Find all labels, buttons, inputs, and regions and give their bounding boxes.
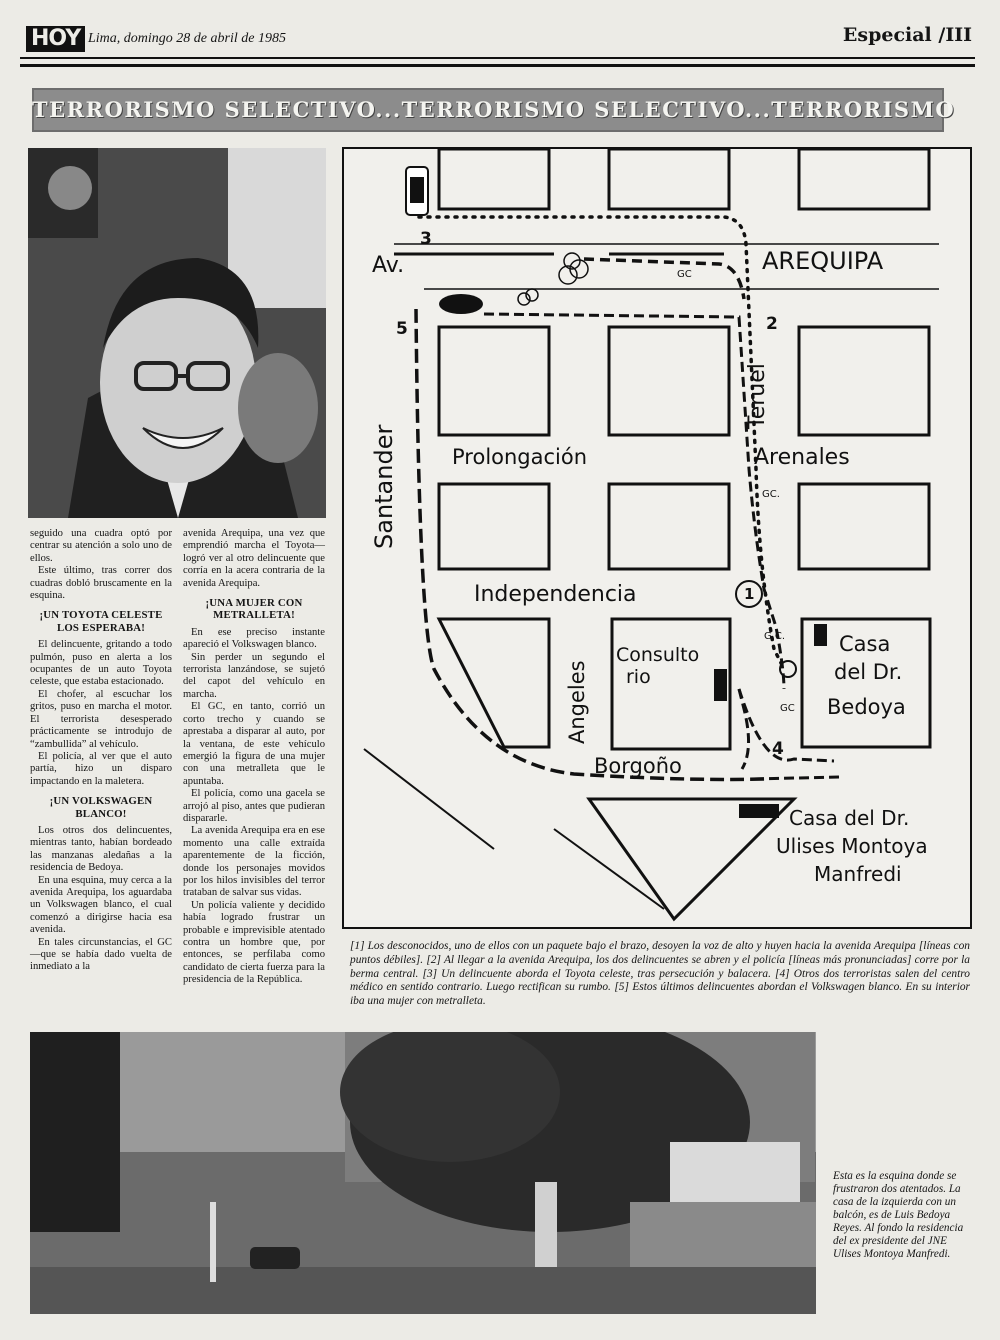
label-gc-arequipa: GC [677, 269, 692, 280]
article-paragraph: La avenida Arequipa era en ese momento una calle extraída aparentemente de la ficción, donde los personajes movidos por los hilos invisibles del terror trataban de salvar sus vidas. [183, 825, 325, 899]
smoke-cloud [518, 253, 588, 305]
consultorio-marker [714, 669, 727, 701]
article-paragraph: El policía, como una gacela se arrojó al piso, antes que pudieran dispararle. [183, 788, 325, 824]
subheading: ¡UNA MUJER CON METRALLETA! [205, 597, 303, 622]
map-caption: [1] Los desconocidos, uno de ellos con un paquete bajo el brazo, desoyen la voz de alto y huyen hacia la avenida Arequipa [líneas con puntos débiles]. [2] Al llegar a la avenida Arequipa, los dos delincuentes se abren y el policía [líneas más pronunciadas] corre por la berma central. [3] Un delincuente aborda el Toyota celeste, tras persecución y balacera. [4] Otros dos terroristas salen del centro médico en sentido contrario. Luego rectifican su rumbo. [5] Estos últimos delincuentes abordan el Volkswagen blanco. En su interior iba una mujer con metralleta. [350, 940, 970, 1008]
label-casa-bedoya-3: Bedoya [827, 695, 906, 719]
montoya-house-marker [739, 804, 779, 818]
article-paragraph: En tales circunstancias, el GC —que se había dado vuelta de inmediato a la [30, 936, 172, 973]
label-prolongacion: Prolongación [452, 445, 588, 469]
route-step-4: 4 [772, 739, 784, 759]
toyota-car [406, 167, 428, 215]
dateline: Lima, domingo 28 de abril de 1985 [88, 31, 286, 46]
map-drawing [344, 149, 970, 927]
label-santander: Santander [370, 424, 398, 549]
article-column-2 [183, 528, 325, 987]
newspaper-logo: HOY [26, 26, 85, 52]
section-label: Especial /III [842, 24, 972, 46]
article-paragraph: El chofer, al escuchar los gritos, puso en marcha el motor. El terrorista desesperado prácticamente se introdujo de “zambullida” al vehículo. [30, 688, 172, 750]
label-consultorio-1: Consulto [616, 644, 700, 666]
article-paragraph: Los otros dos delincuentes, mientras tanto, habían bordeado las manzanas aledañas a la residencia de Bedoya. [30, 824, 172, 874]
label-casa-montoya-1: Casa del Dr. [789, 806, 910, 830]
label-gc-bedoya: GC [780, 703, 795, 714]
route-step-1: 1 [744, 585, 755, 603]
label-casa-bedoya-2: del Dr. [834, 660, 903, 684]
subheading: ¡UN TOYOTA CELESTE LOS ESPERABA! [39, 609, 163, 634]
label-av: Av. [372, 253, 405, 278]
label-consultorio-2: rio [626, 666, 651, 688]
article-paragraph: El GC, en tanto, corrió un corto trecho y cuando se aprestaba a disparar al auto, por la ventana, de este vehículo emergió la figura de una mujer con una metralleta que le apuntaba. [183, 701, 325, 787]
article-paragraph: Sin perder un segundo el terrorista lanzándose, se sujetó del capot del vehículo en marcha. [183, 651, 325, 700]
headline-text: TERRORISMO SELECTIVO...TERRORISMO SELECTIVO...TERRORISMO [32, 97, 956, 122]
volkswagen-car [439, 294, 483, 314]
article-paragraph: Este último, tras correr dos cuadras dobló bruscamente en la esquina. [30, 565, 172, 602]
label-borgono: Borgoño [594, 754, 682, 778]
article-paragraph: El policía, al ver que el auto partía, hizo un disparo impactando en la maletera. [30, 750, 172, 787]
article-paragraph: En ese preciso instante apareció el Volkswagen blanco. [183, 626, 325, 651]
label-gc-corner: G.C. [764, 631, 786, 642]
header-rule [20, 57, 975, 59]
article-paragraph: seguido una cuadra optó por centrar su atención a solo uno de ellos. [30, 528, 172, 564]
article-paragraph: El delincuente, gritando a todo pulmón, puso en alerta a los ocupantes de un auto Toyota celeste, que estaba estacionado. [30, 639, 172, 688]
label-casa-montoya-2: Ulises Montoya [776, 834, 928, 858]
article-column-1 [30, 528, 172, 974]
route-step-2: 2 [766, 314, 778, 334]
label-casa-bedoya-1: Casa [839, 632, 891, 656]
route-step-3: 3 [420, 229, 432, 249]
article-paragraph: Un policía valiente y decidido había logrado frustrar un probable e imprevisible atentado contra un hombre que, por entonces, se perfilaba como candidato de cierta fuerza para la presidencia de la República. [183, 899, 325, 986]
article-paragraph: avenida Arequipa, una vez que emprendió marcha el Toyota— logró ver al otro delincuente que corría en la acera contraria de la avenida Arequipa. [183, 528, 325, 589]
street-map [342, 147, 972, 929]
portrait-illustration [28, 148, 326, 518]
photo-caption: Esta es la esquina donde se frustraron dos atentados. La casa de la izquierda con un balcón, es de Luis Bedoya Reyes. Al fondo la residencia del ex presidente del JNE Ulises Montoya Manfredi. [833, 1170, 964, 1260]
label-casa-montoya-3: Manfredi [814, 862, 902, 886]
street-corner-photo [30, 1032, 816, 1314]
label-teruel: Teruel [745, 363, 770, 429]
bedoya-house-marker [814, 624, 827, 646]
label-arequipa: AREQUIPA [762, 247, 884, 275]
label-gc-teruel: GC. [762, 489, 780, 500]
label-arenales: Arenales [754, 445, 850, 470]
article-paragraph: En una esquina, muy cerca a la avenida Arequipa, los aguardaba un Volkswagen blanco, el cual comenzó a dirigirse hacia esa avenida. [30, 874, 172, 936]
headline-banner [32, 88, 956, 132]
subheading: ¡UN VOLKSWAGEN BLANCO! [49, 795, 153, 820]
route-step-5: 5 [396, 319, 408, 339]
label-angeles: Angeles [565, 660, 589, 744]
portrait-photo [28, 148, 326, 518]
label-independencia: Independencia [474, 582, 637, 607]
header-rule-thick [20, 64, 975, 67]
street-photo-illustration [30, 1032, 816, 1314]
